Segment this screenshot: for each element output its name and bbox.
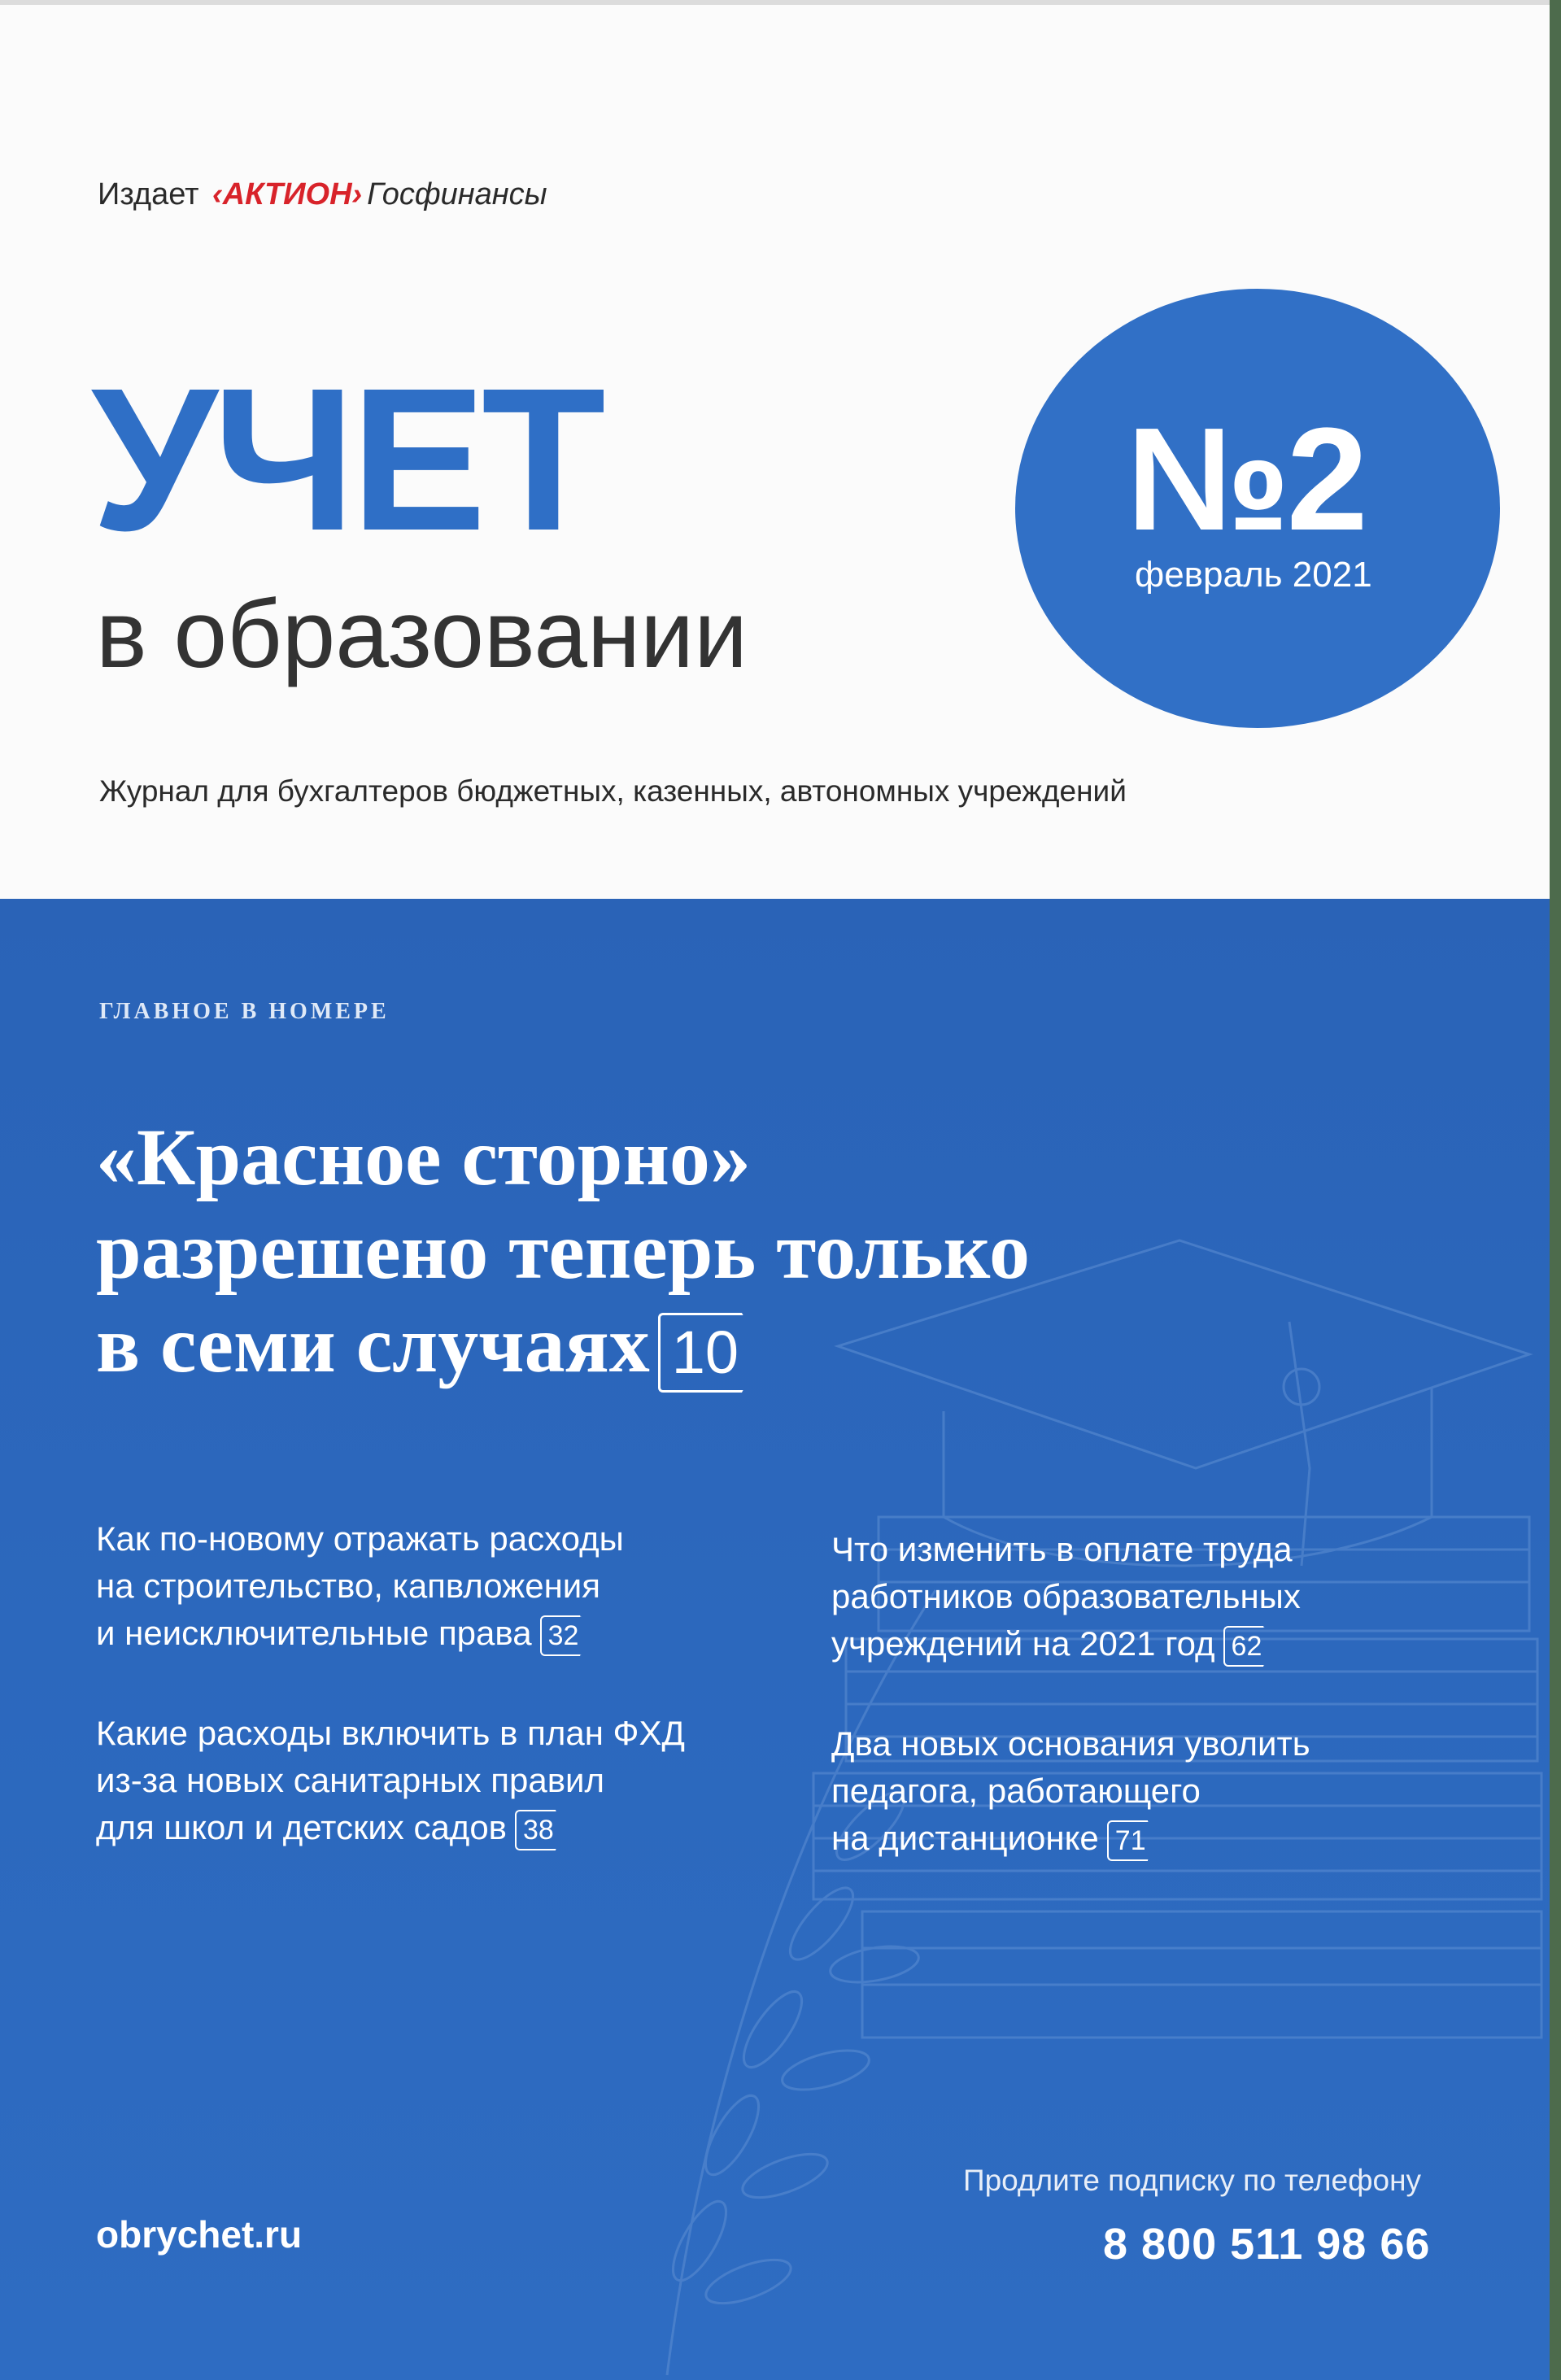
lead-headline — [96, 1110, 1030, 1393]
teaser-line — [96, 1610, 624, 1657]
teaser-page-ref: 38 — [515, 1810, 556, 1850]
teaser-line-text: для школ и детских садов — [96, 1808, 507, 1846]
teaser-line: из-за новых санитарных правил — [96, 1761, 604, 1799]
teaser-line-text: на дистанционке — [831, 1819, 1099, 1857]
teaser-line: Какие расходы включить в план ФХД — [96, 1714, 685, 1752]
scan-edge-right — [1550, 0, 1561, 2380]
teaser-line-text: учреждений на 2021 год — [831, 1624, 1215, 1663]
teaser-article — [831, 1720, 1310, 1862]
teaser-page-ref: 32 — [540, 1615, 581, 1656]
teaser-line: Как по-новому отражать расходы — [96, 1519, 624, 1558]
section-label: ГЛАВНОЕ В НОМЕРЕ — [99, 999, 390, 1024]
magazine-subtitle: в образовании — [96, 581, 748, 688]
graduation-cap-button — [1284, 1369, 1319, 1405]
publisher-line — [98, 177, 547, 212]
scan-edge-top — [0, 0, 1561, 5]
issue-date: февраль 2021 — [1135, 555, 1372, 595]
publisher-prefix: Издает — [98, 177, 199, 211]
teaser-article — [831, 1526, 1301, 1667]
teaser-line: Что изменить в оплате труда — [831, 1530, 1293, 1568]
headline-line-2: разрешено теперь только — [96, 1205, 1030, 1296]
magazine-title: УЧЕТ — [91, 346, 601, 573]
teaser-page-ref: 62 — [1223, 1626, 1264, 1667]
teaser-page-ref: 71 — [1107, 1820, 1148, 1861]
publisher-brand-suffix: Госфинансы — [367, 177, 547, 211]
magazine-tagline: Журнал для бухгалтеров бюджетных, казенных, автономных учреждений — [99, 774, 1127, 808]
headline-line-3 — [96, 1297, 1030, 1393]
website-address: obrychet.ru — [96, 2213, 303, 2256]
renew-subscription-text: Продлите подписку по телефону — [963, 2164, 1422, 2197]
teaser-line: работников образовательных — [831, 1577, 1301, 1615]
teaser-line: педагога, работающего — [831, 1772, 1201, 1810]
teaser-line: Два новых основания уволить — [831, 1724, 1310, 1763]
headline-page-ref: 10 — [658, 1313, 742, 1393]
headline-line-3-text: в семи случаях — [96, 1299, 650, 1389]
teaser-article — [96, 1710, 685, 1851]
book-4-pages — [862, 1948, 1541, 1985]
teaser-line — [831, 1815, 1310, 1862]
headline-line-1: «Красное сторно» — [96, 1112, 751, 1202]
issue-number: №2 — [1127, 398, 1365, 561]
teaser-line: на строительство, капвложения — [96, 1567, 600, 1605]
teaser-line — [96, 1804, 685, 1851]
teaser-article — [96, 1515, 624, 1657]
teaser-line-text: и неисключительные права — [96, 1614, 532, 1652]
teaser-line — [831, 1620, 1301, 1667]
phone-number: 8 800 511 98 66 — [1103, 2220, 1431, 2269]
book-4 — [862, 1911, 1541, 2038]
publisher-brand-logo: ‹АКТИОН› — [212, 177, 363, 211]
